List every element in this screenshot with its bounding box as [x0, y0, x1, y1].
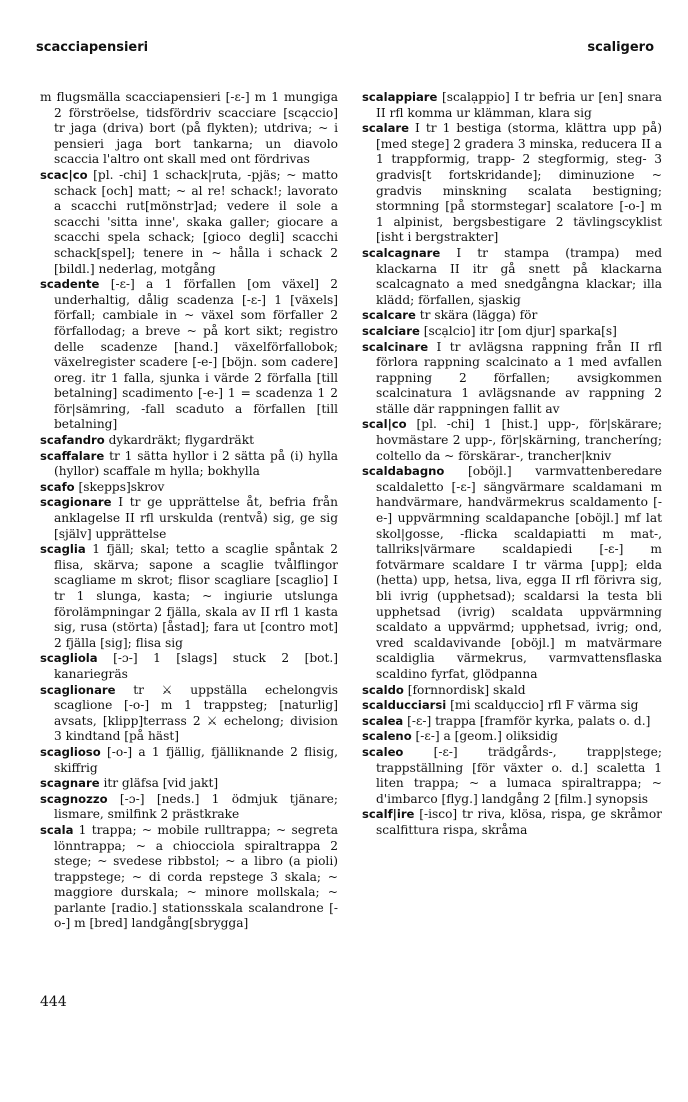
running-head-right: scaligero	[587, 40, 654, 55]
entry-text: I tr stampa (trampa) med klackarna II itr gå snett på klackarna scalcagnato a med snedgångna klackar; illa klädd; förfallen, sjaskig	[376, 245, 663, 307]
headword: scalciare	[362, 323, 420, 338]
entry	[362, 807, 662, 838]
headword: scaldabagno	[362, 464, 445, 479]
entry	[40, 792, 338, 823]
headword: scaleno	[362, 729, 412, 744]
headword: scaglioso	[40, 744, 101, 759]
headword: scalea	[362, 713, 404, 728]
entry-text: [-ɛ-] trädgårds-, trapp|stege; trappställning [för växter o. d.] scaletta 1 liten trappa; ~ a lumaca spiraltrappa; ~ d'imbarco [flyg.] landgång 2 [film.] synopsis	[376, 744, 662, 806]
headword: scalare	[362, 121, 409, 136]
entry	[40, 495, 338, 542]
entry-text: [-o-] a 1 fjällig, fjälliknande 2 flisig, skiffrig	[54, 744, 338, 775]
entry	[362, 683, 662, 699]
headword: scala	[40, 822, 74, 837]
entry	[362, 340, 662, 418]
entry	[40, 745, 338, 776]
headword: scagnare	[40, 776, 100, 791]
headword: scagnozzo	[40, 791, 108, 806]
entry-text: [pl. -chi] 1 schack|ruta, -pjäs; ~ matto schack [och] matt; ~ al re! schack!; lavorato a scacchi rut[mönstr]ad; vedere il sole a scacchi 'sitta inne', skaka galler; giocare a scacchi spela schack; [gioco degli] scacchi schack[spel]; tenere in ~ hålla i schack 2 [bildl.] nederlag, motgång	[54, 167, 338, 276]
entry	[40, 823, 338, 932]
entry	[40, 449, 338, 480]
entry-text: [-ɔ-] [neds.] 1 ödmjuk tjänare; lismare, smilfink 2 prästkrake	[54, 791, 338, 822]
entry-text: [-ɛ-] a [geom.] oliksidig	[415, 729, 558, 744]
headword: scaldo	[362, 682, 404, 697]
headword: scagionare	[40, 495, 112, 510]
entry-text: 1 fjäll; skal; tetto a scaglie spåntak 2 flisa, skärva; sapone a scaglie tvålflingor scagliame m skrot; flisor scagliare [scaglio] I tr 1 slunga, kasta; ~ ingiurie utslunga förolämpningar 2 fjälla, skala av II rfl 1 kasta sig, rusa (störta) [åstad]; fara ut [contro mot] 2 fjälla [sig]; flisa sig	[54, 542, 338, 650]
headword: scalcagnare	[362, 245, 441, 260]
headword: scadente	[40, 277, 100, 292]
entry	[40, 542, 338, 651]
entry-text: [-ɔ-] 1 [slags] stuck 2 [bot.] kanariegräs	[54, 651, 338, 681]
headword: scafandro	[40, 433, 105, 448]
entry	[40, 277, 338, 433]
entry-text: [pl. -chi] 1 [hist.] upp-, för|skärare; hovmästare 2 upp-, för|skärning, trancheríng; coltello da ~ förskärar-, trancher|kniv	[376, 417, 662, 463]
entry-text: [mi scaldụccio] rfl F värma sig	[450, 698, 639, 713]
entry	[362, 464, 662, 682]
entry-text: I tr 1 bestiga (storma, klättra upp på) [med stege] 2 gradera 3 minska, reducera II a 1 trappformig, trapp- 2 stegformig, steg- 3 gradvis[t fortskridande]; diminuzione ~ gradvis minskning scalata bestigning; stormning [på stormstegar] scalatore [-o-] m 1 alpinist, bergsbestigare 2 tävlingscyklist [isht i bergstrakter]	[376, 121, 662, 245]
page-number: 444	[40, 994, 67, 1010]
entry-text: I tr ge upprättelse åt, befria från anklagelse II rfl urskulda (rentvå) sig, ge sig [själv] upprättelse	[54, 495, 338, 541]
entry-text: tr ⚔ uppställa echelongvis scaglione [-o-] m 1 trappsteg; [naturlig] avsats, [klipp]terrass 2 ⚔ echelong; division 3 kindtand [på häst]	[54, 682, 338, 744]
running-head-left: scacciapensieri	[36, 40, 149, 55]
headword: scaffalare	[40, 448, 105, 463]
entry-text: [-ɛ-] trappa [framför kyrka, palats o. d.]	[407, 713, 651, 728]
entry-text: [fornnordisk] skald	[407, 682, 526, 697]
entry	[40, 683, 338, 745]
entry	[40, 168, 338, 277]
entry	[362, 729, 662, 745]
headword: scalcare	[362, 308, 416, 323]
entry	[362, 246, 662, 308]
entry	[362, 90, 662, 121]
entry	[40, 776, 338, 792]
right-column	[362, 90, 662, 839]
entry-text: [-ɛ-] a 1 förfallen [om växel] 2 underhaltig, dålig scadenza [-ɛ-] 1 [växels] förfall; cambiale in ~ växel som förfaller 2 förfallodag; a breve ~ på kort sikt; registro delle scadenze [hand.] växelförfallobok; växelregister scadere [-e-] [böjn. som cadere] oreg. itr 1 falla, sjunka i värde 2 förfalla [till betalning] scadimento [-e-] 1 = scadenza 1 2 för|sämring, -fall scaduto a förfallen [till betalning]	[54, 277, 338, 432]
entry-text: [scạlcio] itr [om djur] sparka[s]	[423, 323, 617, 338]
entry	[362, 698, 662, 714]
entry	[362, 714, 662, 730]
entry	[40, 651, 338, 682]
headword: scac|co	[40, 167, 88, 182]
entry-text: itr gläfsa [vid jakt]	[103, 776, 219, 791]
entry	[362, 324, 662, 340]
headword: scaglionare	[40, 682, 116, 697]
headword: scaleo	[362, 744, 404, 759]
entry-text: m flugsmälla scacciapensieri [-ɛ-] m 1 mungiga 2 förströelse, tidsfördriv scacciare [scạccio] tr jaga (driva) bort (på flykten); utdriva; ~ i pensieri jaga bort tankarna; un diavolo scaccia l'altro ont skall med ont fördrivas	[40, 90, 338, 167]
entry	[362, 121, 662, 246]
entry	[362, 745, 662, 807]
headword: scalcinare	[362, 339, 429, 354]
headword: scal|co	[362, 417, 407, 432]
entry-text: [oböjl.] varmvattenberedare scaldaletto [-ɛ-] sängvärmare scaldamani m handvärmare, handvärmekrus scaldamento [-e-] uppvärmning scaldapanche [oböjl.] mf lat skol|gosse, -flicka scaldapiatti m mat-, tallriks|värmare scaldapiedi [-ɛ-] m fotvärmare scaldare I tr värma [upp]; elda (hetta) upp, hetsa, liva, egga II rfl förivra sig, bli ivrig (upphetsad); scaldarsi la testa bli upphetsad (ivrig) scaldata uppvärmning scaldato a uppvärmd; upphetsad, ivrig; ond, vred scaldavivande [oböjl.] m matvärmare scaldiglia värmekrus, varmvattensflaska scaldino fyrfat, glödpanna	[376, 464, 662, 681]
headword: scalf|ire	[362, 807, 415, 822]
entry-text: [-isco] tr riva, klösa, rispa, ge skråmor scalfittura rispa, skråma	[376, 807, 663, 837]
entry	[362, 308, 662, 324]
entry	[40, 433, 338, 449]
entry-text: tr 1 sätta hyllor i 2 sätta på (i) hylla (hyllor) scaffale m hylla; bokhylla	[54, 448, 339, 479]
entry-text: 1 trappa; ~ mobile rulltrappa; ~ segreta lönntrappa; ~ a chiocciola spiraltrappa 2 stege; ~ svedese ribbstol; ~ a libro (a pioli) trappstege; ~ di corda repstege 3 skala; ~ maggiore durskala; ~ minore mollskala; ~ parlante [radio.] stationsskala scalandrone [-o-] m [bred] landgång[sbrygga]	[54, 822, 339, 931]
entry	[362, 417, 662, 464]
headword: scalappiare	[362, 90, 438, 104]
entry-text: tr skära (lägga) för	[419, 308, 538, 323]
headword: scafo	[40, 479, 75, 494]
entry-text: [scalạppio] I tr befria ur [en] snara II rfl komma ur klämman, klara sig	[376, 90, 662, 120]
headword: scaglia	[40, 542, 86, 557]
headword: scagliola	[40, 651, 98, 666]
headword: scalducciarsi	[362, 698, 447, 713]
left-column	[40, 90, 338, 932]
entry-text: I tr avlägsna rappning från II rfl förlora rappning scalcinato a 1 med avfallen rappning 2 förfallen; avsigkommen scalcinatura 1 avlägsnande av rappning 2 ställe där rappningen fallit av	[376, 339, 663, 416]
entry	[40, 480, 338, 496]
entry-continuation	[40, 90, 338, 168]
entry-text: [skepps]skrov	[78, 479, 165, 494]
entry-text: dykardräkt; flygardräkt	[108, 433, 254, 448]
